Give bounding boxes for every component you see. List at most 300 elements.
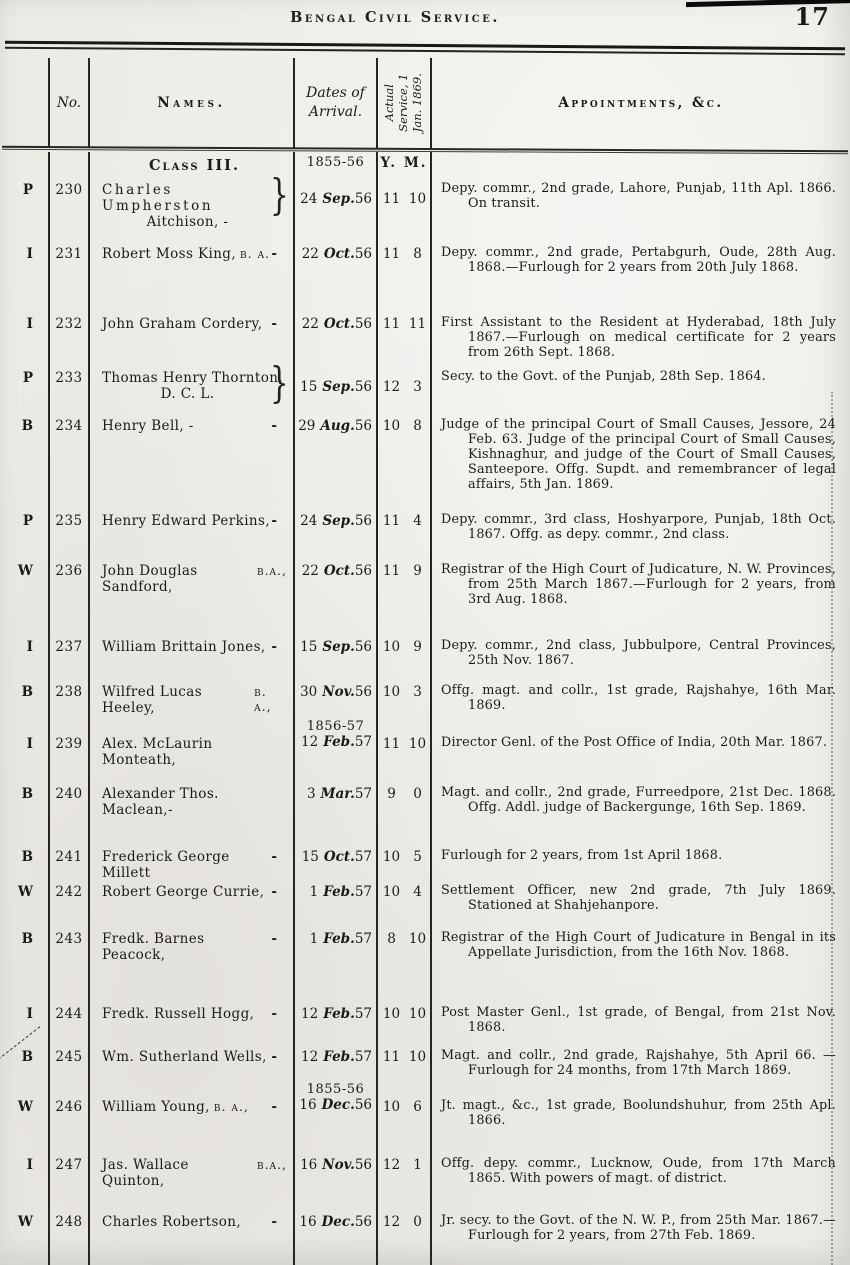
division-letter: W xyxy=(17,1098,33,1115)
date-month: Mar. xyxy=(320,786,355,803)
appointments-cell xyxy=(430,783,850,846)
margin-letter-column-header xyxy=(0,58,48,148)
column-header-names: Names. xyxy=(88,58,293,148)
table-row xyxy=(0,1154,850,1211)
appointments-cell xyxy=(430,1154,850,1211)
arrival-date xyxy=(293,367,376,415)
appointment-text: Offg. depy. commr., Lucknow, Oude, from 17th March 1865. With powers of magt. of district. xyxy=(441,1155,836,1186)
column-header-actual-service xyxy=(376,58,430,148)
name-line2: Aitchison, - xyxy=(146,214,229,231)
date-day: 15 xyxy=(301,849,319,866)
date-year: 57 xyxy=(354,849,372,866)
service-years: 8 xyxy=(387,931,396,948)
service-years: 11 xyxy=(382,246,401,263)
date-day: 24 xyxy=(300,191,318,208)
date-month: Oct. xyxy=(323,316,355,333)
officer-name xyxy=(88,1211,293,1265)
date-value xyxy=(298,1097,373,1113)
date-day: 12 xyxy=(301,1049,319,1066)
table-row xyxy=(0,243,850,313)
service-duration xyxy=(376,783,430,846)
name-text: Fredk. Barnes Peacock, xyxy=(102,931,205,964)
date-section-label: 1855-56 xyxy=(306,1081,365,1097)
service-years: 9 xyxy=(387,786,396,803)
service-months: 4 xyxy=(413,884,422,901)
table-column-headers xyxy=(0,58,850,148)
date-year: 57 xyxy=(354,734,372,751)
service-duration xyxy=(376,313,430,367)
appointments-cell xyxy=(430,243,850,313)
serial-number: 235 xyxy=(48,510,88,560)
appointments-cell xyxy=(430,681,850,716)
ditto-dash: - xyxy=(271,513,277,530)
date-value xyxy=(298,1157,373,1173)
table-row xyxy=(0,636,850,681)
name-text: Charles Umpherston xyxy=(102,182,214,215)
appointment-text: Offg. magt. and collr., 1st grade, Rajshahye, 16th Mar. 1869. xyxy=(441,683,836,714)
officer-name xyxy=(88,313,293,367)
appointments-cell xyxy=(430,881,850,928)
date-year: 56 xyxy=(354,418,372,435)
service-years: 12 xyxy=(382,1156,401,1173)
division-letter: W xyxy=(17,563,33,580)
name-text: Jas. Wallace Quinton, xyxy=(102,1156,189,1189)
appointment-text: Registrar of the High Court of Judicature, N. W. Provinces, from 25th March 1867.—Furlough for 2 years, from 3rd Aug. 1868. xyxy=(441,562,836,607)
date-year: 56 xyxy=(354,1213,372,1230)
date-year: 56 xyxy=(354,639,372,656)
arrival-date xyxy=(293,415,376,510)
date-month: Sep. xyxy=(322,191,355,208)
name-text: Fredk. Russell Hogg, xyxy=(102,1006,255,1023)
date-year: 57 xyxy=(354,1006,372,1023)
serial-number: 233 xyxy=(48,367,88,415)
table-body xyxy=(0,152,850,1265)
appointments-cell xyxy=(430,179,850,243)
officer-name xyxy=(88,1079,293,1154)
division-letter xyxy=(0,152,48,179)
appointment-text: Magt. and collr., 2nd grade, Furreedpore, 21st Dec. 1868. Offg. Addl. judge of Backergunge, 16th Sep. 1869. xyxy=(441,785,836,816)
service-duration xyxy=(376,846,430,881)
division-letter: I xyxy=(26,246,33,263)
service-duration xyxy=(376,560,430,636)
division-letter: B xyxy=(21,1049,33,1066)
date-month: Sep. xyxy=(322,379,355,396)
date-day: 24 xyxy=(300,513,318,530)
service-months: 6 xyxy=(413,1098,422,1115)
date-day: 16 xyxy=(299,1096,317,1113)
date-year: 57 xyxy=(354,786,372,803)
officer-name xyxy=(88,681,293,716)
date-day: 12 xyxy=(301,734,319,751)
officer-name xyxy=(88,1154,293,1211)
division-letter: I xyxy=(26,736,33,753)
table-row xyxy=(0,681,850,716)
appointments-cell xyxy=(430,1003,850,1046)
date-year: 56 xyxy=(354,684,372,701)
date-day: 15 xyxy=(300,639,318,656)
table-row xyxy=(0,152,850,179)
service-months: 8 xyxy=(413,246,422,263)
arrival-date xyxy=(293,179,376,243)
name-text: Robert George Currie, xyxy=(102,884,265,901)
table-row xyxy=(0,1003,850,1046)
appointment-text: Registrar of the High Court of Judicature in Bengal in its Appellate Jurisdiction, from the 16th Nov. 1868. xyxy=(441,930,836,961)
serial-number: 231 xyxy=(48,243,88,313)
name-line2: D. C. L. xyxy=(160,386,215,403)
service-years: 10 xyxy=(382,1098,401,1115)
service-months: 9 xyxy=(413,563,422,580)
service-duration xyxy=(376,367,430,415)
table-row xyxy=(0,415,850,510)
brace-glyph: } xyxy=(270,358,289,408)
rotated-service-header: Actual Service, 1 Jan. 1869. xyxy=(382,73,424,133)
service-months: 10 xyxy=(408,191,427,208)
officer-name xyxy=(88,152,293,179)
service-years: 12 xyxy=(382,1213,401,1230)
date-value xyxy=(298,884,373,900)
date-day: 1 xyxy=(309,931,319,948)
officer-name xyxy=(88,881,293,928)
division-letter: W xyxy=(17,1213,33,1230)
arrival-date xyxy=(293,243,376,313)
date-month: Feb. xyxy=(323,884,355,901)
date-value xyxy=(298,563,373,579)
officer-name xyxy=(88,716,293,783)
service-months: 0 xyxy=(413,786,422,803)
appointment-text: Furlough for 2 years, from 1st April 1868. xyxy=(441,848,723,864)
date-year: 56 xyxy=(354,246,372,263)
date-month: Nov. xyxy=(322,1156,355,1173)
service-duration xyxy=(376,415,430,510)
serial-number: 240 xyxy=(48,783,88,846)
date-year: 56 xyxy=(354,191,372,208)
date-value xyxy=(298,1049,373,1065)
name-text: William Brittain Jones, xyxy=(102,639,266,656)
date-value xyxy=(298,931,373,947)
appointment-text: First Assistant to the Resident at Hyderabad, 18th July 1867.—Furlough on medical certificate for 2 years from 26th Sept. 1868. xyxy=(441,315,836,360)
arrival-date xyxy=(293,152,376,179)
appointment-text: Magt. and collr., 2nd grade, Rajshahye, 5th April 66. —Furlough for 24 months, from 17th March 1869. xyxy=(441,1048,836,1079)
appointment-text: Secy. to the Govt. of the Punjab, 28th Sep. 1864. xyxy=(441,369,766,385)
name-text: Henry Bell, - xyxy=(102,418,194,435)
table-row xyxy=(0,716,850,783)
name-text: John Douglas Sandford, xyxy=(102,563,198,596)
appointment-text: Depy. commr., 2nd class, Jubbulpore, Central Provinces, 25th Nov. 1867. xyxy=(441,638,836,669)
service-duration xyxy=(376,928,430,1003)
officer-name xyxy=(88,928,293,1003)
arrival-date xyxy=(293,313,376,367)
officer-name xyxy=(88,243,293,313)
date-year: 56 xyxy=(354,563,372,580)
table-row xyxy=(0,1211,850,1265)
arrival-date xyxy=(293,1079,376,1154)
service-years: 11 xyxy=(382,191,401,208)
date-value xyxy=(298,786,373,802)
table-row xyxy=(0,170,850,243)
arrival-date xyxy=(293,636,376,681)
arrival-date xyxy=(293,681,376,716)
date-year: 57 xyxy=(354,884,372,901)
table-row xyxy=(0,313,850,367)
date-year: 56 xyxy=(354,513,372,530)
division-letter: I xyxy=(26,1156,33,1173)
service-years: 10 xyxy=(382,639,401,656)
appointments-cell xyxy=(430,1211,850,1265)
officer-name xyxy=(88,636,293,681)
arrival-date xyxy=(293,881,376,928)
service-months: 8 xyxy=(413,418,422,435)
date-day: 22 xyxy=(301,246,319,263)
appointments-cell xyxy=(430,367,850,415)
officer-name xyxy=(88,846,293,881)
service-months: 0 xyxy=(413,1213,422,1230)
page-title: Bengal Civil Service. xyxy=(290,9,500,26)
service-months: 9 xyxy=(413,639,422,656)
officer-name xyxy=(88,1046,293,1079)
date-month: Feb. xyxy=(323,1006,355,1023)
service-duration xyxy=(376,636,430,681)
name-text: Charles Robertson, xyxy=(102,1213,242,1230)
table-row xyxy=(0,928,850,1003)
appointments-cell xyxy=(430,846,850,881)
date-month: Sep. xyxy=(322,639,355,656)
date-year: 56 xyxy=(354,1096,372,1113)
page-header xyxy=(0,0,850,44)
name-text: Robert Moss King, xyxy=(102,246,237,263)
name-text: Frederick George Millett xyxy=(102,849,230,882)
ditto-dash: - xyxy=(271,639,277,656)
ditto-dash: - xyxy=(271,1049,277,1066)
date-month: Sep. xyxy=(322,513,355,530)
date-month: Feb. xyxy=(323,1049,355,1066)
date-day: 3 xyxy=(306,786,316,803)
date-day: 15 xyxy=(300,379,318,396)
officer-name xyxy=(88,560,293,636)
name-text: Thomas Henry Thornton, xyxy=(102,370,284,387)
service-months: 10 xyxy=(408,931,427,948)
appointments-cell xyxy=(430,636,850,681)
arrival-date xyxy=(293,1003,376,1046)
service-years: 11 xyxy=(382,736,401,753)
degree-text: b. a., xyxy=(213,1098,249,1114)
ditto-dash: - xyxy=(271,1213,277,1230)
appointment-text: Depy. commr., 3rd class, Hoshyarpore, Punjab, 18th Oct. 1867. Offg. as depy. commr., 2nd class. xyxy=(441,512,836,543)
appointments-cell xyxy=(430,928,850,1003)
date-value xyxy=(298,316,373,332)
serial-number: 246 xyxy=(48,1079,88,1154)
arrival-date xyxy=(293,1046,376,1079)
degree-text: b. a. xyxy=(240,246,271,262)
name-text: Wilfred Lucas Heeley, xyxy=(102,684,203,717)
serial-number: 236 xyxy=(48,560,88,636)
service-months: 10 xyxy=(408,736,427,753)
date-value xyxy=(298,849,373,865)
date-year: 56 xyxy=(354,1156,372,1173)
service-months: 11 xyxy=(408,316,427,333)
table-row xyxy=(0,1079,850,1154)
date-value xyxy=(298,1214,373,1230)
appointment-text: Settlement Officer, new 2nd grade, 7th July 1869. Stationed at Shahjehanpore. xyxy=(441,883,836,914)
date-value xyxy=(298,1006,373,1022)
service-months: 3 xyxy=(413,379,422,396)
service-months: 5 xyxy=(413,849,422,866)
division-letter: I xyxy=(26,639,33,656)
date-day: 16 xyxy=(299,1213,317,1230)
service-duration xyxy=(376,152,430,179)
serial-number: 243 xyxy=(48,928,88,1003)
date-year: 56 xyxy=(354,379,372,396)
serial-number: 245 xyxy=(48,1046,88,1079)
division-letter: B xyxy=(21,684,33,701)
arrival-date xyxy=(293,560,376,636)
degree-text: b. a., xyxy=(254,684,272,715)
serial-number: 242 xyxy=(48,881,88,928)
division-letter: B xyxy=(21,418,33,435)
service-years: 10 xyxy=(382,884,401,901)
table-row xyxy=(0,881,850,928)
division-letter: P xyxy=(22,370,33,387)
appointment-text: Depy. commr., 2nd grade, Pertabgurh, Oude, 28th Aug. 1868.—Furlough for 2 years from 20th July 1868. xyxy=(441,245,836,276)
serial-number: 238 xyxy=(48,681,88,716)
date-day: 29 xyxy=(298,418,316,435)
appointment-text: Depy. commr., 2nd grade, Lahore, Punjab, 11th Apl. 1866. On transit. xyxy=(441,181,836,212)
date-day: 16 xyxy=(300,1156,318,1173)
date-day: 22 xyxy=(301,316,319,333)
serial-number: 248 xyxy=(48,1211,88,1265)
service-duration xyxy=(376,1046,430,1079)
date-year: 57 xyxy=(354,1049,372,1066)
appointments-cell xyxy=(430,313,850,367)
table-row xyxy=(0,560,850,636)
appointment-text: Jr. secy. to the Govt. of the N. W. P., from 25th Mar. 1867.—Furlough for 2 years, from 27th Feb. 1869. xyxy=(441,1212,836,1243)
appointments-cell xyxy=(430,152,850,179)
date-month: Feb. xyxy=(323,931,355,948)
date-year: 56 xyxy=(354,316,372,333)
appointment-text: Judge of the principal Court of Small Causes, Jessore, 24 Feb. 63. Judge of the principal Court of Small Causes, Kishnaghur, and judge of the Court of Small Causes, Santeepore. Offg. Supdt. and remembrancer of legal affairs, 5th Jan. 1869. xyxy=(441,417,836,492)
serial-number: 244 xyxy=(48,1003,88,1046)
appointment-text: Post Master Genl., 1st grade, of Bengal, from 21st Nov. 1868. xyxy=(441,1005,836,1036)
division-letter: P xyxy=(22,182,33,199)
date-value xyxy=(298,418,373,434)
serial-number: 247 xyxy=(48,1154,88,1211)
name-text: John Graham Cordery, xyxy=(102,316,263,333)
date-day: 1 xyxy=(309,884,319,901)
service-years: 10 xyxy=(382,684,401,701)
officer-name xyxy=(88,358,293,415)
service-years: 10 xyxy=(382,849,401,866)
date-month: Aug. xyxy=(320,418,355,435)
name-text: Alexander Thos. Maclean,- xyxy=(102,786,219,819)
date-value xyxy=(298,684,373,700)
date-day: 22 xyxy=(301,563,319,580)
appointments-cell xyxy=(430,1046,850,1079)
division-letter: P xyxy=(22,513,33,530)
service-years: 11 xyxy=(382,513,401,530)
service-duration xyxy=(376,1003,430,1046)
degree-text: b.a., xyxy=(256,563,287,579)
officer-name xyxy=(88,1003,293,1046)
ditto-dash: - xyxy=(271,884,277,901)
appointments-cell xyxy=(430,510,850,560)
service-units-label: Y. M. xyxy=(380,155,428,172)
date-day: 12 xyxy=(301,1006,319,1023)
appointments-cell xyxy=(430,1079,850,1154)
ditto-dash: - xyxy=(271,1098,277,1115)
serial-number: 239 xyxy=(48,716,88,783)
date-value xyxy=(298,513,373,529)
division-letter: W xyxy=(17,884,33,901)
date-month: Dec. xyxy=(321,1213,355,1230)
service-years: 10 xyxy=(382,418,401,435)
table-row xyxy=(0,846,850,881)
column-header-appointments: Appointments, &c. xyxy=(430,58,850,148)
table-row xyxy=(0,783,850,846)
appointment-text: Director Genl. of the Post Office of India, 20th Mar. 1867. xyxy=(441,735,828,751)
name-text: Wm. Sutherland Wells, xyxy=(102,1049,267,1066)
appointments-cell xyxy=(430,415,850,510)
name-text: Alex. McLaurin Monteath, xyxy=(102,736,213,769)
division-letter: B xyxy=(21,849,33,866)
ditto-dash: - xyxy=(271,316,277,333)
arrival-date xyxy=(293,846,376,881)
date-year: 57 xyxy=(354,931,372,948)
serial-number xyxy=(48,152,88,179)
officer-name xyxy=(88,783,293,846)
appointments-cell xyxy=(430,716,850,783)
serial-number: 232 xyxy=(48,313,88,367)
service-duration xyxy=(376,716,430,783)
service-duration xyxy=(376,179,430,243)
service-years: 11 xyxy=(382,1049,401,1066)
date-value xyxy=(298,734,373,750)
date-section-label: 1855-56 xyxy=(306,155,365,171)
service-months: 4 xyxy=(413,513,422,530)
class-section-label: Class III. xyxy=(149,157,240,175)
ditto-dash: - xyxy=(271,1006,277,1023)
division-letter: B xyxy=(21,931,33,948)
service-months: 3 xyxy=(413,684,422,701)
service-years: 10 xyxy=(382,1006,401,1023)
ditto-dash: - xyxy=(271,418,277,435)
service-years: 12 xyxy=(382,379,401,396)
ditto-dash: - xyxy=(271,246,277,263)
service-duration xyxy=(376,1154,430,1211)
date-value xyxy=(298,191,373,207)
date-month: Oct. xyxy=(323,563,355,580)
date-section-label: 1856-57 xyxy=(306,719,365,735)
service-years: 11 xyxy=(382,316,401,333)
division-letter: B xyxy=(21,786,33,803)
arrival-date xyxy=(293,1211,376,1265)
service-duration xyxy=(376,881,430,928)
appointment-text: Jt. magt., &c., 1st grade, Boolundshuhur, from 25th Apl. 1866. xyxy=(441,1097,836,1128)
arrival-date xyxy=(293,783,376,846)
service-duration xyxy=(376,1211,430,1265)
service-duration xyxy=(376,1079,430,1154)
service-months: 10 xyxy=(408,1006,427,1023)
date-day: 30 xyxy=(300,684,318,701)
service-duration xyxy=(376,681,430,716)
brace-glyph: } xyxy=(270,170,289,220)
service-years: 11 xyxy=(382,563,401,580)
ditto-dash: - xyxy=(271,849,277,866)
service-months: 10 xyxy=(408,1049,427,1066)
arrival-date xyxy=(293,928,376,1003)
date-value xyxy=(298,379,373,395)
column-header-no: No. xyxy=(48,58,88,148)
page-number: 17 xyxy=(794,2,830,31)
date-month: Oct. xyxy=(323,246,355,263)
